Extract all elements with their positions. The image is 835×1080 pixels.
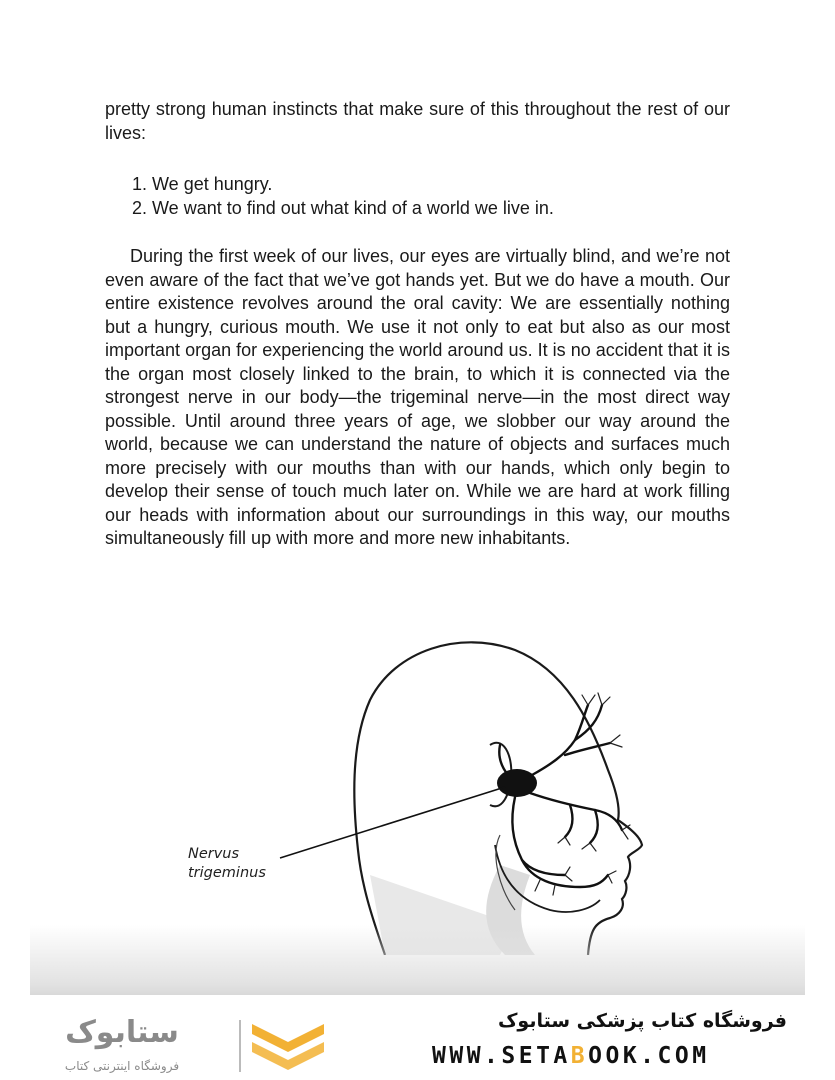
head-profile-illustration xyxy=(170,625,690,955)
list-item: 1. We get hungry. xyxy=(132,174,273,194)
list-item: 2. We want to find out what kind of a world we live in. xyxy=(132,197,554,218)
store-name: فروشگاه کتاب پزشکی ستابوک xyxy=(497,1010,787,1032)
logo-chevron-icon xyxy=(252,1024,324,1070)
setabook-logo xyxy=(62,1012,332,1078)
store-url[interactable] xyxy=(432,1043,710,1069)
intro-paragraph: pretty strong human instincts that make sure of this throughout the rest of our lives: xyxy=(105,99,730,143)
url-part: SETA xyxy=(501,1043,571,1069)
logo-subtitle: فروشگاه اینترنتی کتاب xyxy=(64,1059,180,1073)
bottom-fade xyxy=(30,925,805,995)
logo-text: ستابوک xyxy=(65,1015,179,1050)
url-accent-letter: B xyxy=(570,1043,589,1069)
figure-label-line2: trigeminus xyxy=(188,865,266,881)
url-part: OOK.COM xyxy=(588,1043,710,1069)
figure-label-line1: Nervus xyxy=(188,846,240,862)
main-paragraph: During the first week of our lives, our eyes are virtually blind, and we’re not even aware of the fact that we’ve got hands yet. But we do have a mouth. Our entire existence revolves around the oral cavity: We are essentially nothing but a hungry, curious mouth. We use it not only to eat but also as our most important organ for experiencing the world around us. It is no accident that it is the organ most closely linked to the brain, to which it is connected via the strongest nerve in our body—the trigeminal nerve—in the most direct way possible. Until around three years of age, we slobber our way around the world, because we can understand the nature of objects and surfaces much more precisely with our mouths than with our hands, which only begin to develop their sense of touch much later on. While we are hard at work filling our heads with information about our surroundings in this way, our mouths simultaneously fill up with more and more new inhabitants. xyxy=(105,246,730,548)
figure-label xyxy=(188,845,266,883)
instinct-list xyxy=(132,173,554,220)
url-part: WWW. xyxy=(432,1043,502,1069)
